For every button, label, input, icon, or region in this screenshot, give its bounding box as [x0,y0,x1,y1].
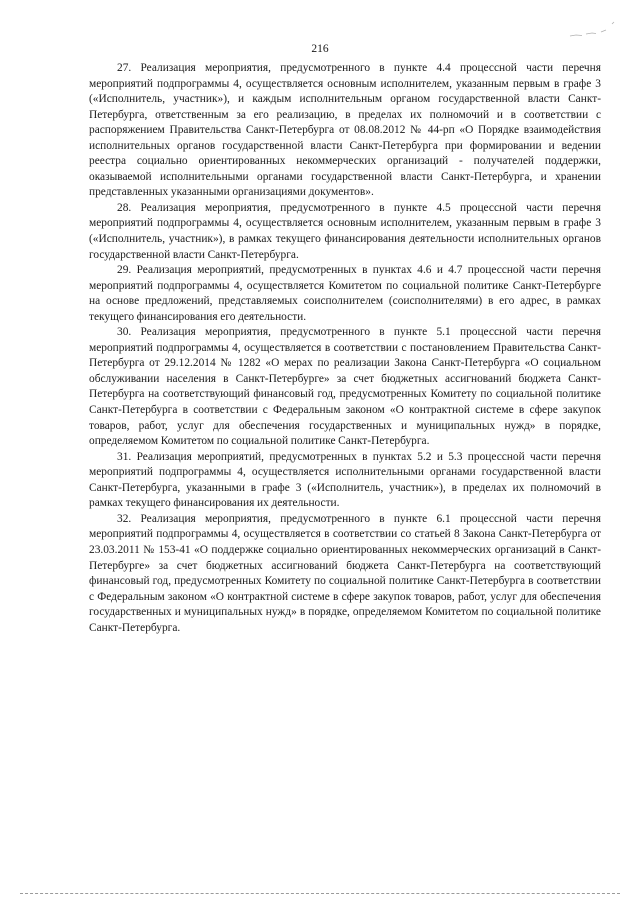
scan-mark-icon [568,20,618,40]
paragraph-29: 29. Реализация мероприятий, предусмотренных в пунктах 4.6 и 4.7 процессной части перечня мероприятий подпрограммы 4, осуществляется Комитетом по социальной политике Санкт-Петербурге на основе предложений, представляемых соисполнителем (соисполнителями) в его адрес, в рамках текущего финансирования его деятельности. [89,264,601,323]
paragraph-30: 30. Реализация мероприятия, предусмотренного в пункте 5.1 процессной части перечня мероприятий подпрограммы 4, осуществляется в соответствии с постановлением Правительства Санкт-Петербурга от 29.12.2014 № 1282 «О мерах по реализации Закона Санкт-Петербурга «О социальном обслуживании населения в Санкт-Петербурге» за счет бюджетных ассигнований бюджета Санкт-Петербурга на соответствующий финансовый год, предусмотренных Комитету по социальной политике Санкт-Петербурга в соответствии с Федеральным законом «О контрактной системе в сфере закупок товаров, работ, услуг для обеспечения государственных и муниципальных нужд» в порядке, определяемом Комитетом по социальной политике Санкт-Петербурга. [89,326,601,448]
paragraph-27: 27. Реализация мероприятия, предусмотренного в пункте 4.4 процессной части перечня мероприятий подпрограммы 4, осуществляется основным исполнителем, указанным первым в графе 3 («Исполнитель, участник»), и каждым исполнительным органом государственной власти Санкт-Петербурга, ответственным за его реализацию, в пределах их полномочий и в соответствии с распоряжением Правительства Санкт-Петербурга от 08.08.2012 № 44-рп «О Порядке взаимодействия исполнительных органов государственной власти Санкт-Петербурга при формировании и ведении реестра социально ориентированных некоммерческих организаций - получателей поддержки, оказываемой исполнительными органами государственной власти Санкт-Петербурга, и хранении представленных указанными организациями документов». [89,62,601,199]
bottom-scan-edge [20,893,620,894]
document-body [89,61,601,636]
paragraph-31: 31. Реализация мероприятий, предусмотренных в пунктах 5.2 и 5.3 процессной части перечня мероприятий подпрограммы 4, осуществляется исполнительными органами государственной власти Санкт-Петербурга, указанными в графе 3 («Исполнитель, участник»), в пределах их полномочий в рамках текущего финансирования их деятельности. [89,450,601,510]
page-number: 216 [311,43,329,55]
paragraph-32: 32. Реализация мероприятия, предусмотренного в пункте 6.1 процессной части перечня мероприятий подпрограммы 4, осуществляется в соответствии со статьей 8 Закона Санкт-Петербурга от 23.03.2011 № 153-41 «О поддержке социально ориентированных некоммерческих организаций в Санкт-Петербурге» за счет бюджетных ассигнований бюджета Санкт-Петербурга на соответствующий финансовый год, предусмотренных Комитету по социальной политике Санкт-Петербурга в соответствии с Федеральным законом «О контрактной системе в сфере закупок товаров, работ, услуг для обеспечения государственных и муниципальных нужд» в порядке, определяемом Комитетом по социальной политике Санкт-Петербурга. [89,512,601,634]
paragraph-28: 28. Реализация мероприятия, предусмотренного в пункте 4.5 процессной части перечня мероприятий подпрограммы 4, осуществляется основным исполнителем, указанным первым в графе 3 («Исполнитель, участник»), в рамках текущего финансирования деятельности исполнительных органов государственной власти Санкт-Петербурга. [89,201,601,261]
